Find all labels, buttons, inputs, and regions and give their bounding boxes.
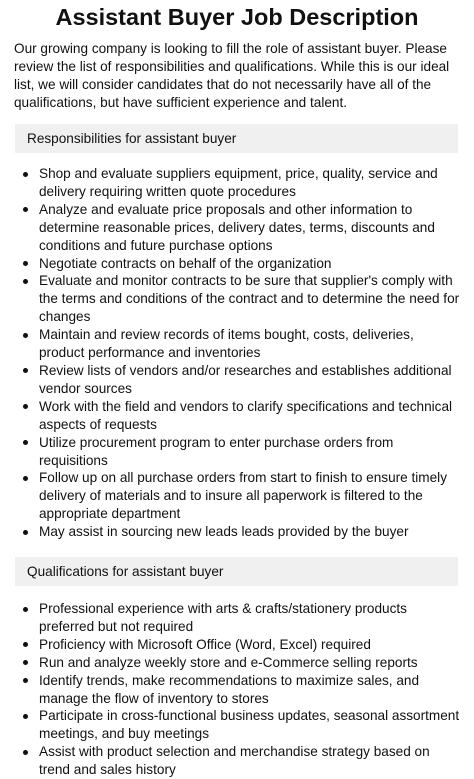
- list-item: Shop and evaluate suppliers equipment, price, quality, service and delivery requiring written quote procedures: [21, 165, 460, 201]
- list-item: Evaluate and monitor contracts to be sure that supplier's comply with the terms and conditions of the contract and to determine the need for changes: [21, 272, 460, 326]
- list-item: Identify trends, make recommendations to maximize sales, and manage the flow of inventory to stores: [21, 672, 460, 708]
- list-item: Utilize procurement program to enter purchase orders from requisitions: [21, 434, 460, 470]
- page-title: Assistant Buyer Job Description: [55, 4, 419, 30]
- qualifications-heading: Qualifications for assistant buyer: [15, 557, 458, 586]
- list-item: Follow up on all purchase orders from start to finish to ensure timely delivery of materials and to insure all paperwork is filtered to the appropriate department: [21, 469, 460, 523]
- list-item: May assist in sourcing new leads leads provided by the buyer: [21, 523, 460, 541]
- list-item: Assist with product selection and merchandise strategy based on trend and sales history: [21, 743, 460, 779]
- list-item: Work with the field and vendors to clarify specifications and technical aspects of requests: [21, 398, 460, 434]
- list-item: Maintain and review records of items bought, costs, deliveries, product performance and inventories: [21, 326, 460, 362]
- qualifications-list: [21, 600, 460, 779]
- list-item: Negotiate contracts on behalf of the organization: [21, 255, 460, 273]
- responsibilities-list: [21, 165, 460, 541]
- list-item: Review lists of vendors and/or researches and establishes additional vendor sources: [21, 362, 460, 398]
- list-item: Participate in cross-functional business updates, seasonal assortment meetings, and buy meetings: [21, 707, 460, 743]
- list-item: Run and analyze weekly store and e-Commerce selling reports: [21, 654, 460, 672]
- intro-paragraph: Our growing company is looking to fill the role of assistant buyer. Please review the list of responsibilities and qualifications. While this is our ideal list, we will consider candidates that do not necessarily have all of the qualifications, but have sufficient experience and talent.: [14, 41, 450, 110]
- list-item: Professional experience with arts & crafts/stationery products preferred but not required: [21, 600, 460, 636]
- list-item: Proficiency with Microsoft Office (Word, Excel) required: [21, 636, 460, 654]
- responsibilities-heading: Responsibilities for assistant buyer: [15, 124, 458, 153]
- list-item: Analyze and evaluate price proposals and other information to determine reasonable prices, delivery dates, terms, discounts and conditions and future purchase options: [21, 201, 460, 255]
